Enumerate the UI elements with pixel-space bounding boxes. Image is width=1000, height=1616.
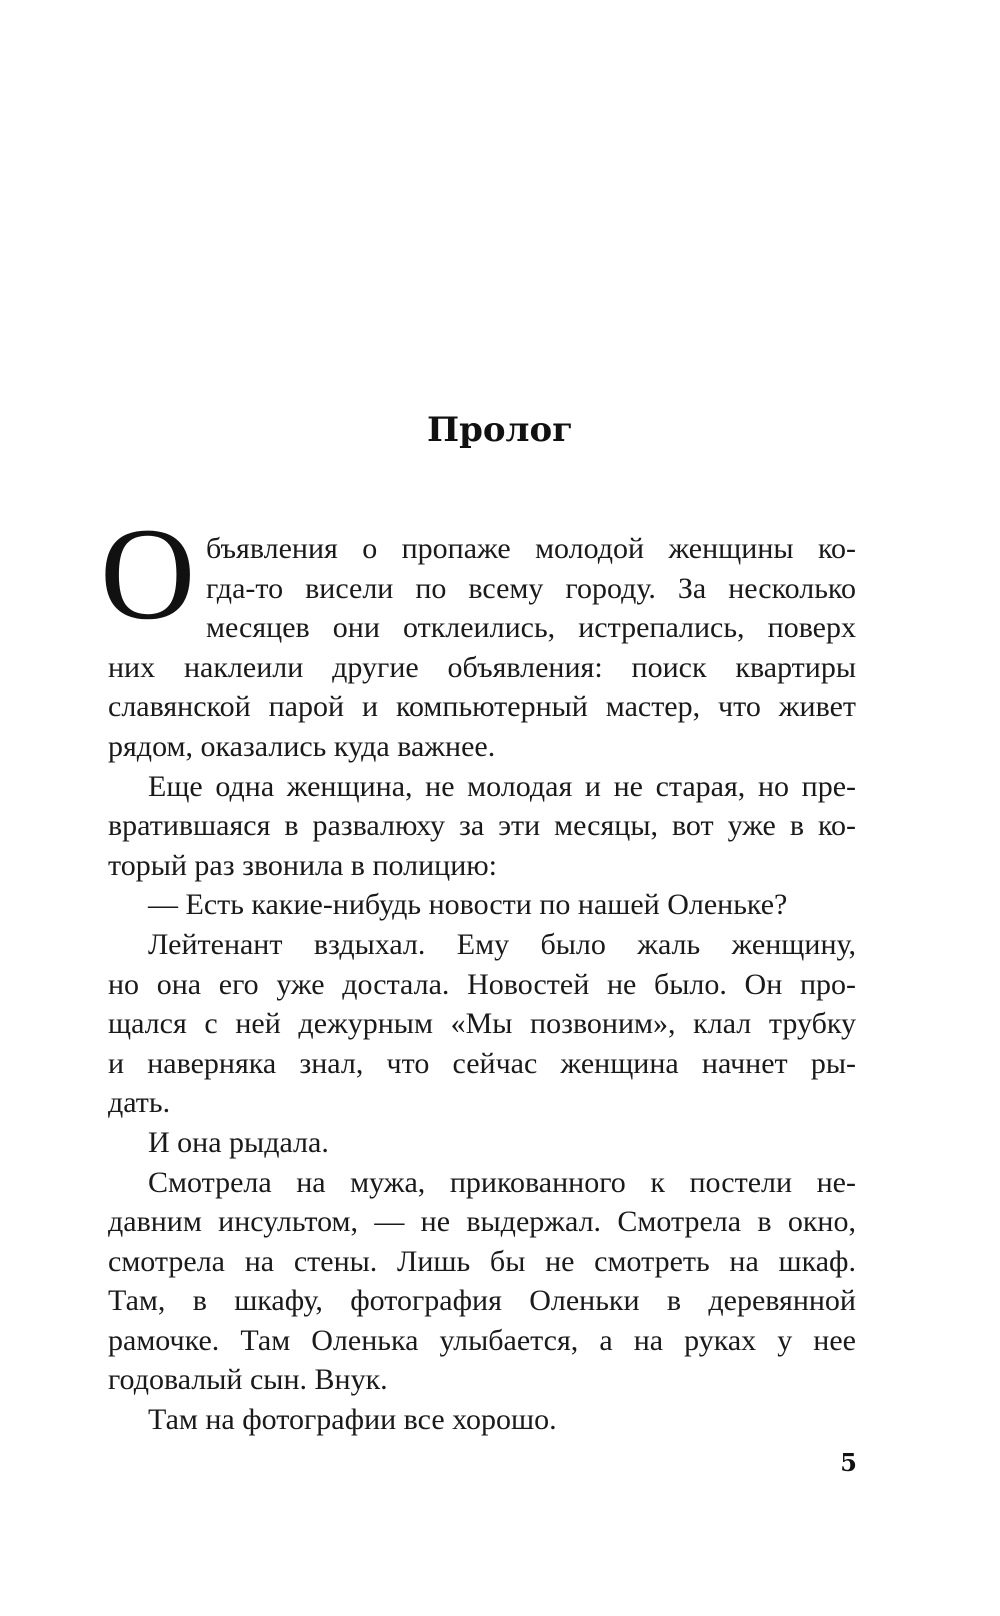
text-line: торый раз звонила в полицию: xyxy=(108,848,498,882)
page-number: 5 xyxy=(840,1448,857,1477)
text-line: годовалый сын. Внук. xyxy=(108,1363,388,1397)
text-line: славянской парой и компьютерный мастер, что живет xyxy=(108,690,856,724)
text-line: И она рыдала. xyxy=(148,1125,329,1159)
text-line: смотрела на стены. Лишь бы не смотреть на шкаф. xyxy=(108,1244,856,1278)
text-line: рамочке. Там Оленька улыбается, а на руках у нее xyxy=(108,1323,856,1357)
text-line: бъявления о пропаже молодой женщины ко- xyxy=(206,532,856,565)
text-line: дать. xyxy=(108,1086,171,1120)
chapter-title: Пролог xyxy=(426,410,574,450)
text-line: вратившаяся в развалюху за эти месяцы, вот уже в ко- xyxy=(108,809,856,843)
dialogue-line: — Есть какие-нибудь новости по нашей Оленьке? xyxy=(148,888,788,922)
text-line: Лейтенант вздыхал. Ему было жаль женщину, xyxy=(148,927,856,961)
chapter-body xyxy=(108,529,856,1440)
text-line: гда-то висели по всему городу. За несколько xyxy=(206,571,856,605)
drop-cap: О xyxy=(100,500,196,647)
text-line: Смотрела на мужа, прикованного к постели не- xyxy=(148,1165,856,1199)
text-line: и наверняка знал, что сейчас женщина начнет ры- xyxy=(108,1046,856,1080)
text-line: Там, в шкафу, фотография Оленьки в деревянной xyxy=(108,1284,856,1318)
text-line: месяцев они отклеились, истрепались, поверх xyxy=(206,611,856,645)
text-line: рядом, оказались куда важнее. xyxy=(108,729,496,763)
text-line: Еще одна женщина, не молодая и не старая, но пре- xyxy=(148,769,856,803)
text-line: них наклеили другие объявления: поиск квартиры xyxy=(108,650,856,684)
text-line: но она его уже достала. Новостей не было. Он про- xyxy=(108,967,856,1001)
text-line: щался с ней дежурным «Мы позвоним», клал трубку xyxy=(108,1007,856,1041)
text-line: давним инсультом, — не выдержал. Смотрела в окно, xyxy=(108,1205,856,1239)
text-line: Там на фотографии все хорошо. xyxy=(148,1403,557,1437)
